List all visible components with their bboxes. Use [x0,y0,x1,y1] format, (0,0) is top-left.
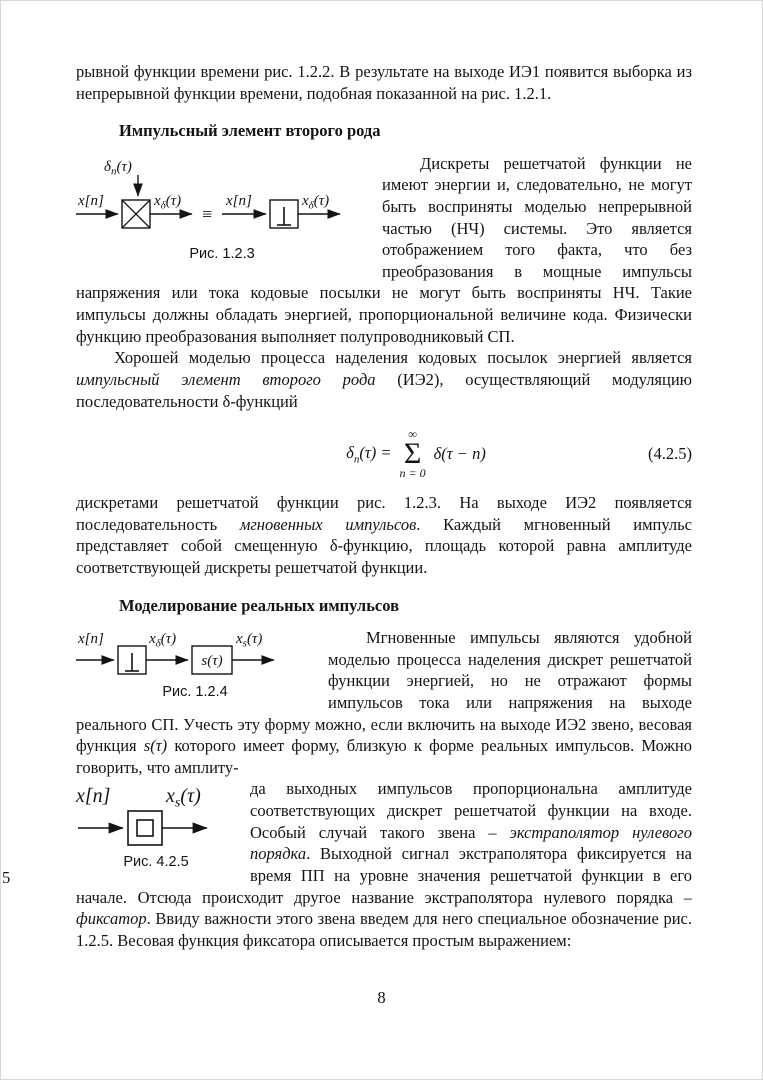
term-weight-function: s(τ) [143,736,168,756]
term-zero-order-extrapolator: экстраполятор нулевого порядка [250,822,692,864]
equation-lhs [346,442,391,467]
text-run: дискретами решетчатой функции рис. 1.2.3. На выходе ИЭ2 появляется последовательность [76,493,692,534]
page-content [76,61,692,951]
summation-symbol [400,428,426,481]
text-run: . Ввиду важности этого звена введем для него специальное обозначение рис. 1.2.5. Весовая функция фиксатора описывается простым выражением: [76,909,692,950]
text-run: (ИЭ2), осуществляющий модуляцию последовательности δ-функций [76,369,693,411]
figure-1-2-4 [76,630,314,702]
text-run: Хорошей моделью процесса наделения кодовых посылок энергией является [114,348,692,368]
section-real-impulses [76,627,692,778]
equivalence-symbol: ≡ [202,203,213,224]
label-x-delta-tau: $x_\delta(\tau)$ [149,631,177,650]
paragraph-intro: рывной функции времени рис. 1.2.2. В результате на выходе ИЭ1 появится выборка из непрерывной функции времени, подобная показанной на рис. 1.2.1. [76,62,692,103]
label-x-delta-tau-2: $x_\delta(\tau)$ [302,192,330,212]
paragraph-after-formula [76,492,692,578]
summation-lower-limit: n = 0 [399,465,426,480]
equation-rhs: δ(τ − n) [433,444,486,464]
lhs-argument: (τ) = [359,442,392,462]
text-run: Мгновенные импульсы являются удобной моделью процесса наделения дискрет решетчатой функции энергией, но не отражают формы импульсов тока или напряжения на выходе реального СП. Учесть эту форму можно, если включить на выходе ИЭ2 звено, весовая функция [76,628,692,756]
label-x-s-tau: $x_s(\tau)$ [236,631,263,650]
equation-4-2-5 [76,426,692,482]
label-x-n: x[n] [78,631,104,648]
label-x-delta-tau: $x_\delta(\tau)$ [154,192,182,212]
figure-1-2-4-diagram [76,630,314,680]
equation-number: (4.2.5) [648,444,692,464]
text-run: да выходных импульсов пропорциональна амплитуде соответствующих дискрет решетчатой функции на входе. Особый случай такого звена – [250,779,692,842]
equation-expression [346,428,486,481]
section-fixator [76,778,692,951]
figure-4-2-5-caption: Рис. 4.2.5 [123,854,189,871]
label-s-tau: s(τ) [201,653,223,670]
text-run: . Каждый мгновенный импульс представляет собой смещенную δ-функцию, площадь которой равна амплитуде соответствующей дискреты решетчатой функции. [76,514,692,577]
label-x-s-tau: $x_s(\tau)$ [166,785,201,811]
zero-order-hold-box [128,811,162,845]
figure-4-2-5-diagram [76,784,236,850]
label-delta-n-tau: $\delta_n(\tau)$ [104,158,132,178]
paragraph-discrete-energy: Дискреты решетчатой функции не имеют энергии и, следовательно, не могут быть восприняты моделью непрерывной частью (НЧ) системы. Это является отображением того факта, что без преобразования в мощные импульсы напряжения или тока кодовые посылки не могут быть восприняты НЧ. Такие импульсы должны обладать энергией, пропорциональной величине кода. Физически функцию преобразования выполняет полупроводниковый СП. [76,153,692,346]
term-pulse-element-second-kind: импульсный элемент второго рода [76,369,376,389]
figure-4-2-5 [76,784,236,872]
heading-pulse-element: Импульсный элемент второго рода [119,121,381,141]
text-run: которого имеет форму, близкую к форме реальных импульсов. Можно говорить, что амплиту- [76,736,692,777]
figure-1-2-4-caption: Рис. 1.2.4 [162,684,228,701]
text-run: . Выходной сигнал экстраполятора фиксируется на время ПП на уровне значения решетчатой функции в его начале. Отсюда происходит другое название экстраполятора нулевого порядка – [76,844,692,907]
heading-real-impulses: Моделирование реальных импульсов [119,595,399,615]
margin-note: 5 [2,868,11,887]
section-pulse-element [76,153,692,347]
zero-order-hold-symbol [137,820,153,836]
label-x-n: x[n] [78,192,104,209]
paragraph-good-model [76,347,692,412]
delta-symbol: δ [346,442,354,462]
sigma-symbol: Σ [403,437,422,471]
figure-1-2-3 [76,156,368,264]
label-x-n: x[n] [76,785,111,808]
term-instant-impulses: мгновенных импульсов [239,514,417,534]
figure-1-2-3-diagram [76,156,368,242]
delta-subscript: n [353,453,360,466]
summation-upper-limit: ∞ [408,426,417,441]
label-x-n-2: x[n] [226,192,252,209]
page-number: 8 [377,988,386,1007]
term-fixator: фиксатор [76,909,147,929]
figure-1-2-3-caption: Рис. 1.2.3 [189,245,255,262]
